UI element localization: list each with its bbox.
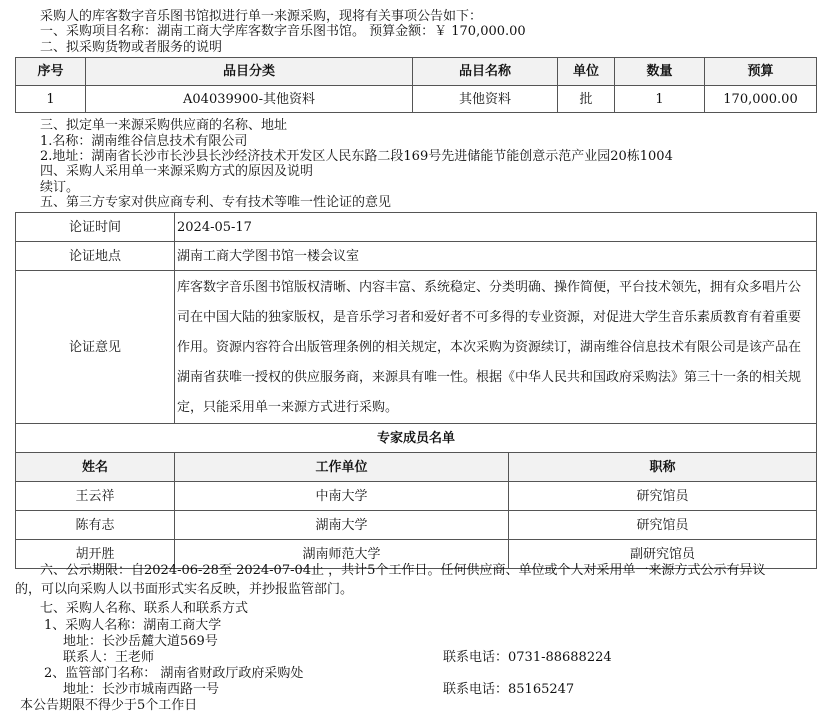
intro-text: 采购人的库客数字音乐图书馆拟进行单一来源采购，现将有关事项公告如下： xyxy=(40,9,483,24)
col-header: 品目分类 xyxy=(86,58,413,86)
expert-unit: 中南大学 xyxy=(175,482,509,511)
col-header: 预算 xyxy=(705,58,817,86)
section-6-line-2: 的，可以向采购人以书面形式实名反映，并抄报监管部门。 xyxy=(15,582,354,597)
section-6-line-1: 六、公示期限：自2024-06-28至 2024-07-04止 ，共计5个工作日。任何供应商、单位或个人对采用单一来源方式公示有异议 xyxy=(40,563,766,578)
experts-header-row xyxy=(16,453,817,482)
col-header: 品目名称 xyxy=(413,58,558,86)
expert-unit: 湖南师范大学 xyxy=(175,540,509,569)
table-cell: 1 xyxy=(615,86,705,113)
review-time-label: 论证时间 xyxy=(16,213,175,242)
section-3-heading: 三、拟定单一来源采购供应商的名称、地址 xyxy=(40,118,288,133)
purchaser-address: 地址：长沙岳麓大道569号 xyxy=(63,634,218,649)
table-row xyxy=(16,511,817,540)
supplier-address: 2.地址：湖南省长沙市长沙县长沙经济技术开发区人民东路二段169号先进储能节能创意示范产业园20栋1004 xyxy=(40,149,673,164)
expert-title: 研究馆员 xyxy=(509,511,817,540)
section-7-heading: 七、采购人名称、联系人和联系方式 xyxy=(40,601,249,616)
table-cell: 批 xyxy=(558,86,615,113)
goods-table-header xyxy=(16,58,817,86)
goods-table xyxy=(15,57,817,113)
section-1-project: 一、采购项目名称：湖南工商大学库客数字音乐图书馆。 预算金额：￥ 170,000.00 xyxy=(40,24,526,39)
expert-title: 副研究馆员 xyxy=(509,540,817,569)
purchaser-name: 1、采购人名称：湖南工商大学 xyxy=(44,618,222,633)
experts-title: 专家成员名单 xyxy=(16,424,817,453)
table-cell: A04039900-其他资料 xyxy=(86,86,413,113)
expert-col-header: 工作单位 xyxy=(175,453,509,482)
section-4-heading: 四、采购人采用单一来源采购方式的原因及说明 xyxy=(40,164,314,179)
table-cell: 170,000.00 xyxy=(705,86,817,113)
expert-col-header: 姓名 xyxy=(16,453,175,482)
col-header: 序号 xyxy=(16,58,86,86)
supplier-name: 1.名称：湖南维谷信息技术有限公司 xyxy=(40,134,248,149)
expert-name: 王云祥 xyxy=(16,482,175,511)
reason-text: 续订。 xyxy=(40,180,80,195)
review-opinion-label: 论证意见 xyxy=(16,271,175,424)
expert-title: 研究馆员 xyxy=(509,482,817,511)
table-cell: 其他资料 xyxy=(413,86,558,113)
table-row xyxy=(16,482,817,511)
review-opinion-value: 库客数字音乐图书馆版权清晰、内容丰富、系统稳定、分类明确、操作简便，平台技术领先，拥有众多唱片公司在中国大陆的独家版权，是音乐学习者和爱好者不可多得的专业资源，对促进大学生音乐素质教育有着重要作用。资源内容符合出版管理条例的相关规定，本次采购为资源续订，湖南维谷信息技术有限公司是该产品在湖南省获唯一授权的供应服务商，来源具有唯一性。根据《中华人民共和国政府采购法》第三十一条的相关规定，只能采用单一来源方式进行采购。 xyxy=(175,271,817,424)
purchaser-contact: 联系人：王老师 xyxy=(63,650,155,665)
expert-col-header: 职称 xyxy=(509,453,817,482)
col-header: 数量 xyxy=(615,58,705,86)
section-5-heading: 五、第三方专家对供应商专利、专有技术等唯一性论证的意见 xyxy=(40,195,392,210)
review-place-value: 湖南工商大学图书馆一楼会议室 xyxy=(175,242,817,271)
experts-title-row xyxy=(16,424,817,453)
review-opinion-row xyxy=(16,271,817,424)
table-row xyxy=(16,86,817,113)
section-2-heading: 二、拟采购货物或者服务的说明 xyxy=(40,40,223,55)
expert-name: 胡开胜 xyxy=(16,540,175,569)
review-table xyxy=(15,212,817,569)
review-place-row xyxy=(16,242,817,271)
review-time-row xyxy=(16,213,817,242)
review-place-label: 论证地点 xyxy=(16,242,175,271)
purchaser-phone: 联系电话：0731-88688224 xyxy=(443,650,612,665)
expert-unit: 湖南大学 xyxy=(175,511,509,540)
regulator-name: 2、监管部门名称： 湖南省财政厅政府采购处 xyxy=(44,666,304,681)
col-header: 单位 xyxy=(558,58,615,86)
table-cell: 1 xyxy=(16,86,86,113)
regulator-phone: 联系电话：85165247 xyxy=(443,682,575,697)
regulator-address: 地址：长沙市城南西路一号 xyxy=(63,682,220,697)
expert-name: 陈有志 xyxy=(16,511,175,540)
review-time-value: 2024-05-17 xyxy=(175,213,817,242)
notice-period: 本公告期限不得少于5个工作日 xyxy=(20,698,198,713)
